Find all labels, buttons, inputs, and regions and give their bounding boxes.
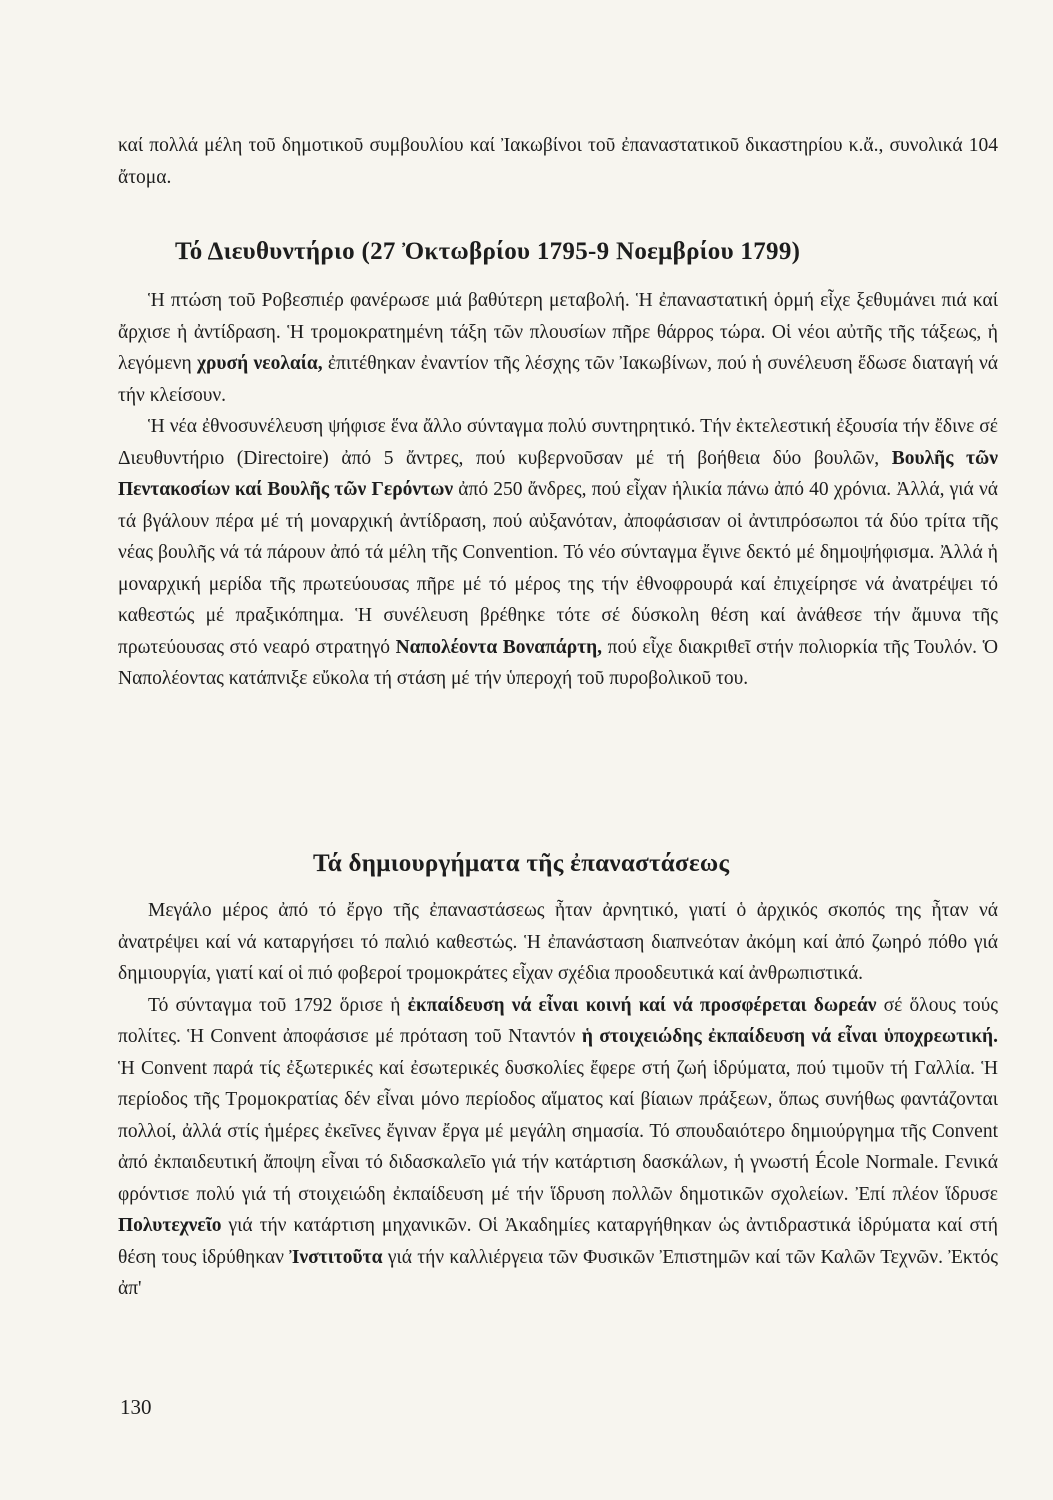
bold-term: Βουλῆς τῶν Πεντακοσίων καί Βουλῆς τῶν Γερόντων <box>118 447 998 500</box>
paragraph <box>118 411 998 695</box>
text-run: γιά τήν καλλιέργεια τῶν Φυσικῶν Ἐπιστημῶν καί τῶν Καλῶν Τεχνῶν. Ἐκτός ἀπ' <box>118 1246 999 1299</box>
text-run: ἀπό 250 ἄνδρες, πού εἶχαν ἡλικία πάνω ἀπό 40 χρόνια. Ἀλλά, γιά νά τά βγάλουν πέρα μέ τή μοναρχική ἀντίδραση, πού αὐξανόταν, ἀποφάσισαν οἱ ἀντιπρόσωποι τά δύο τρίτα τῆς νέας βουλῆς νά τά πάρουν ἀπό τά μέλη τῆς Convention. Τό νέο σύνταγμα ἔγινε δεκτό μέ δημοψήφισμα. Ἀλλά ἡ μοναρχική μερίδα τῆς πρωτεύουσας πῆρε μέ τό μέρος της τήν ἐθνοφρουρά καί ἐπιχείρησε νά ἀνατρέψει τό καθεστώς μέ πραξικόπημα. Ἡ συνέλευση βρέθηκε τότε σέ δύσκολη θέση καί ἀνάθεσε τήν ἄμυνα τῆς πρωτεύουσας στό νεαρό στρατηγό <box>118 479 998 658</box>
paragraph: Μεγάλο μέρος ἀπό τό ἔργο τῆς ἐπαναστάσεως ἦταν ἀρνητικό, γιατί ὁ ἀρχικός σκοπός της ἦταν νά ἀνατρέψει καί νά καταργήσει τό παλιό καθεστώς. Ἡ ἐπανάσταση διαπνεόταν ἀκόμη καί ἀπό ζωηρό πόθο γιά δημιουργία, γιατί καί οἱ πιό φοβεροί τρομοκράτες εἶχαν σχέδια προοδευτικά καί ἀνθρωπιστικά. <box>118 900 998 984</box>
bold-term: χρυσή νεολαία, <box>196 353 323 374</box>
text-run: Τό σύνταγμα τοῦ 1792 ὅρισε ἡ <box>148 994 408 1016</box>
text-run: πού εἶχε διακριθεῖ στήν πολιορκία τῆς Τουλόν. Ὁ Ναπολέοντας κατάπνιξε εὔκολα τή στάση μέ τήν ὑπεροχή τοῦ πυροβολικοῦ του. <box>118 636 998 689</box>
section-directory-body <box>118 285 998 695</box>
intro-paragraph <box>118 130 998 193</box>
text-run: Ἡ νέα ἐθνοσυνέλευση ψήφισε ἕνα ἄλλο σύνταγμα πολύ συντηρητικό. Τήν ἐκτελεστική ἐξουσία τήν ἔδινε σέ Διευθυντήριο (Directoire) ἀπό 5 ἄντρες, πού κυβερνοῦσαν μέ τή βοήθεια δύο βουλῶν, <box>118 416 998 469</box>
bold-term: Ἰνστιτοῦτα <box>289 1246 383 1268</box>
text-run: Ἡ Convent παρά τίς ἐξωτερικές καί ἐσωτερικές δυσκολίες ἔφερε στή ζωή ἱδρύματα, πού τιμοῦν τή Γαλλία. Ἡ περίοδος τῆς Τρομοκρατίας δέν εἶναι μόνο περίοδος αἵματος καί βίαιων πράξεων, ὅπως συνήθως φαντάζονται πολλοί, ἀλλά στίς ἡμέρες ἐκεῖνες ἔγιναν ἔργα μέ μεγάλη σημασία. Τό σπουδαιότερο δημιούργημα τῆς Convent ἀπό ἐκπαιδευτική ἄποψη εἶναι τό διδασκαλεῖο γιά τήν κατάρτιση δασκάλων, ἡ γνωστή École Normale. Γενικά φρόντισε πολύ γιά τή στοιχειώδη ἐκπαίδευση μέ τήν ἵδρυση πολλῶν δημοτικῶν σχολείων. Ἐπί πλέον ἵδρυσε <box>118 1057 998 1205</box>
text-run: σέ ὅλους τούς πολίτες. Ἡ Convent ἀποφάσισε μέ πρόταση τοῦ Νταντόν <box>118 994 999 1047</box>
paragraph <box>118 285 998 411</box>
intro-text: καί πολλά μέλη τοῦ δημοτικοῦ συμβουλίου καί Ἰακωβίνοι τοῦ ἐπαναστατικοῦ δικαστηρίου κ.ἄ., συνολικά 104 ἄτομα. <box>118 135 998 188</box>
bold-term: ἡ στοιχειώδης ἐκπαίδευση νά εἶναι ὑποχρεωτική. <box>581 1026 998 1047</box>
section-heading-directory: Τό Διευθυντήριο (27 Ὀκτωβρίου 1795-9 Νοεμβρίου 1799) <box>175 238 801 265</box>
bold-term: Πολυτεχνεῖο <box>118 1215 222 1236</box>
section-creations-body <box>118 895 998 1305</box>
paragraph <box>118 990 998 1305</box>
text-run: Ἡ πτώση τοῦ Ροβεσπιέρ φανέρωσε μιά βαθύτερη μεταβολή. Ἡ ἐπαναστατική ὁρμή εἶχε ξεθυμάνει πιά καί ἄρχισε ἡ ἀντίδραση. Ἡ τρομοκρατημένη τάξη τῶν πλουσίων πῆρε θάρρος τώρα. Οἱ νέοι αὐτῆς τῆς τάξεως, ἡ λεγόμενη <box>118 290 998 374</box>
bold-term: ἐκπαίδευση νά εἶναι κοινή καί νά προσφέρεται δωρεάν <box>407 994 877 1016</box>
text-run: γιά τήν κατάρτιση μηχανικῶν. Οἱ Ἀκαδημίες καταργήθηκαν ὡς ἀντιδραστικά ἱδρύματα καί στή θέση τους ἱδρύθηκαν <box>118 1215 998 1268</box>
bold-term: Ναπολέοντα Βοναπάρτη, <box>395 636 603 658</box>
section-heading-creations: Τά δημιουργήματα τῆς ἐπαναστάσεως <box>313 850 730 877</box>
text-run: ἐπιτέθηκαν ἐναντίον τῆς λέσχης τῶν Ἰακωβίνων, πού ἡ συνέλευση ἔδωσε διαταγή νά τήν κλείσουν. <box>118 353 999 406</box>
page-number: 130 <box>120 1395 152 1419</box>
